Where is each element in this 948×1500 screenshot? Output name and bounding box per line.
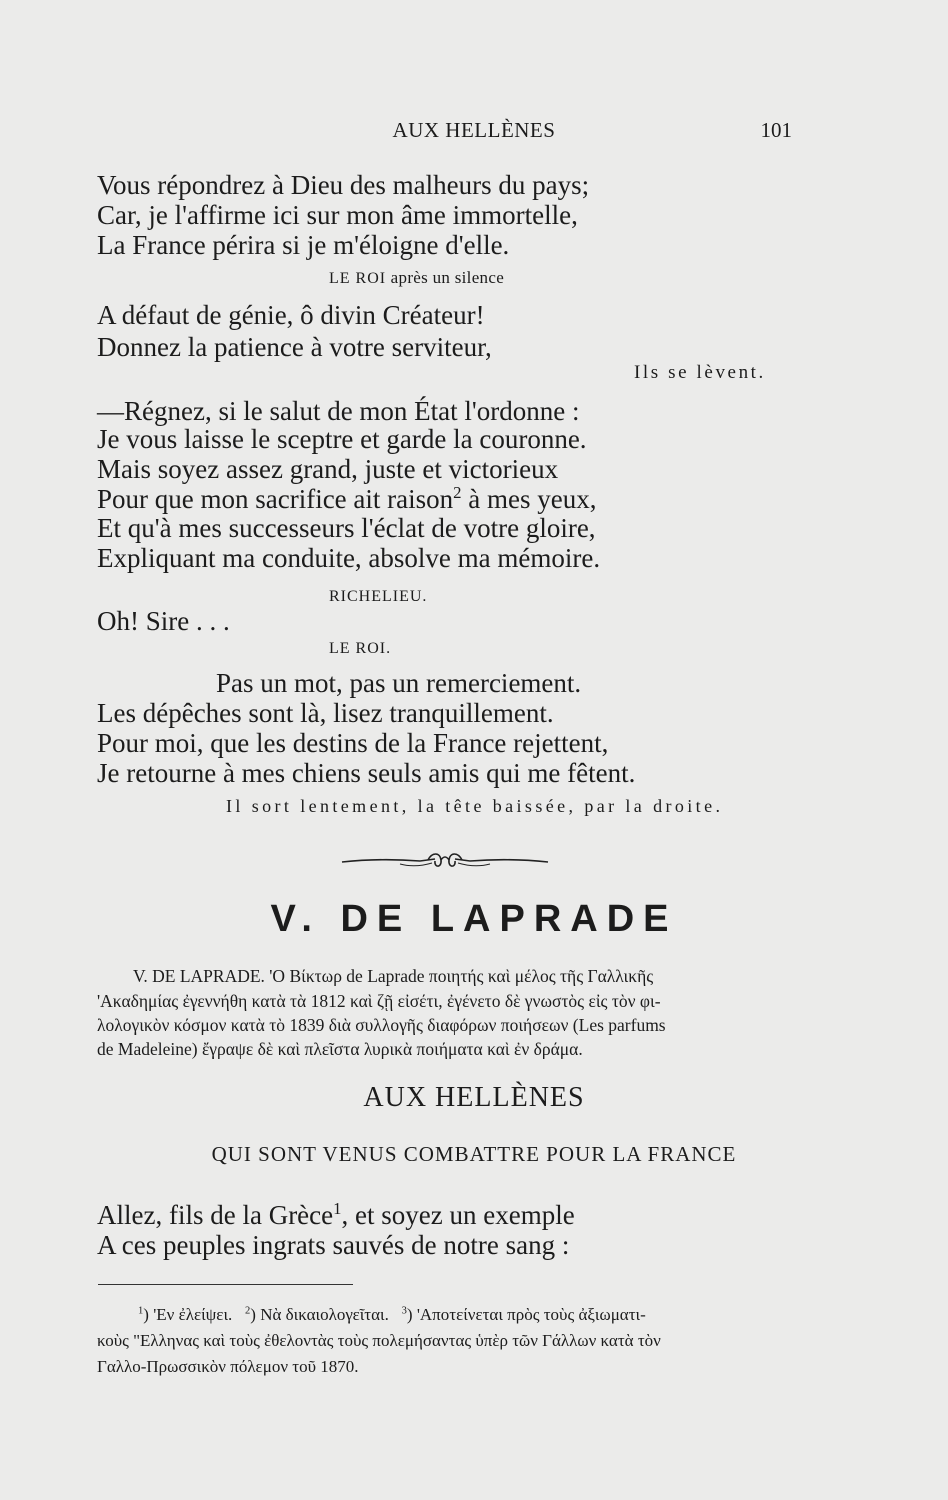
verse-text: à mes yeux,	[461, 484, 597, 514]
footnote-line: Γαλλο-Πρωσσικὸν πόλεμον τοῦ 1870.	[97, 1357, 359, 1376]
footnote-marker: 2	[453, 483, 462, 502]
verse-line: —Régnez, si le salut de mon État l'ordonne :	[97, 396, 580, 426]
footnote-line: κοὺς "Ελληνας καὶ τοὺς ἐθελοντὰς τοὺς πολεμήσαντας ὑπὲρ τῶν Γάλλων κατὰ τὸν	[97, 1331, 661, 1350]
footnote-text: 'Αποτείνεται πρὸς τοὺς ἀξιωματι-	[416, 1305, 646, 1324]
verse-line: Les dépêches sont là, lisez tranquillement.	[97, 698, 554, 728]
speaker-cue	[329, 268, 504, 288]
stage-direction: Il sort lentement, la tête baissée, par la droite.	[226, 796, 724, 816]
ornament-divider-icon	[340, 848, 550, 874]
speaker-cue	[329, 586, 427, 606]
poem-subtitle: QUI SONT VENUS COMBATTRE POUR LA FRANCE	[211, 1142, 737, 1166]
footnote-marker: 1	[333, 1199, 342, 1218]
verse-text: , et soyez un exemple	[341, 1200, 575, 1230]
bio-line: de Madeleine) ἔγραψε δὲ καὶ πλεῖστα λυρικὰ ποιήματα καὶ ἐν δράμα.	[97, 1039, 583, 1059]
verse-text: Allez, fils de la Grèce	[97, 1200, 334, 1230]
verse-line: Vous répondrez à Dieu des malheurs du pays;	[97, 170, 590, 200]
stage-direction: Ils se lèvent.	[634, 362, 766, 383]
verse-line: Car, je l'affirme ici sur mon âme immortelle,	[97, 200, 578, 230]
footnote-marker: 1	[138, 1305, 144, 1317]
verse-line: Et qu'à mes successeurs l'éclat de votre gloire,	[97, 513, 596, 543]
verse-line: Expliquant ma conduite, absolve ma mémoire.	[97, 543, 601, 573]
footnote-text: Νὰ δικαιολογεῖται.	[260, 1305, 389, 1324]
author-heading: V. DE LAPRADE	[270, 898, 678, 940]
footnote-line: $^1$) 'Εν ἐλείψει. $^2$) Νὰ δικαιολογεῖται. $^3$) 'Αποτείνεται πρὸς τοὺς ἀξιωματι-	[138, 1305, 646, 1324]
verse-line: La France périra si je m'éloigne d'elle.	[97, 230, 510, 260]
verse-line: Je retourne à mes chiens seuls amis qui me fêtent.	[97, 758, 636, 788]
poem-title: AUX HELLÈNES	[363, 1082, 585, 1113]
speaker-note: après un silence	[390, 268, 505, 287]
speaker-name: LE ROI.	[329, 640, 392, 657]
speaker-name: RICHELIEU.	[329, 588, 428, 605]
speaker-name: LE ROI	[329, 270, 387, 287]
bio-line: 'Ακαδημίας ἐγεννήθη κατὰ τὰ 1812 καὶ ζῇ εἰσέτι, ἐγένετο δὲ γνωστὸς εἰς τὸν φι-	[97, 991, 661, 1011]
verse-line: Pour moi, que les destins de la France rejettent,	[97, 728, 609, 758]
verse-line: Oh! Sire . . .	[97, 606, 230, 636]
verse-line: Mais soyez assez grand, juste et victorieux	[97, 454, 559, 484]
bio-line: λολογικὸν κόσμον κατὰ τὸ 1839 διὰ συλλογῆς διαφόρων ποιήσεων (Les parfums	[97, 1015, 666, 1035]
verse-line: Pas un mot, pas un remerciement.	[216, 668, 582, 698]
verse-line: A défaut de génie, ô divin Créateur!	[97, 300, 485, 330]
verse-line: A ces peuples ingrats sauvés de notre sang :	[97, 1230, 570, 1260]
verse-line	[97, 484, 597, 514]
speaker-cue	[329, 638, 391, 658]
bio-line: V. DE LAPRADE. 'Ο Βίκτωρ de Laprade ποιητής καὶ μέλος τῆς Γαλλικῆς	[133, 966, 654, 986]
footnote-marker: 3	[401, 1305, 407, 1317]
verse-line: Donnez la patience à votre serviteur,	[97, 332, 492, 362]
footnote-rule	[98, 1284, 353, 1285]
running-title: AUX HELLÈNES	[392, 118, 556, 142]
verse-text: Pour que mon sacrifice ait raison	[97, 484, 454, 514]
footnote-marker: 2	[245, 1305, 251, 1317]
footnote-text: 'Εν ἐλείψει.	[153, 1305, 233, 1324]
page-number: 101	[760, 118, 792, 142]
verse-line	[97, 1200, 575, 1230]
verse-line: Je vous laisse le sceptre et garde la couronne.	[97, 424, 587, 454]
